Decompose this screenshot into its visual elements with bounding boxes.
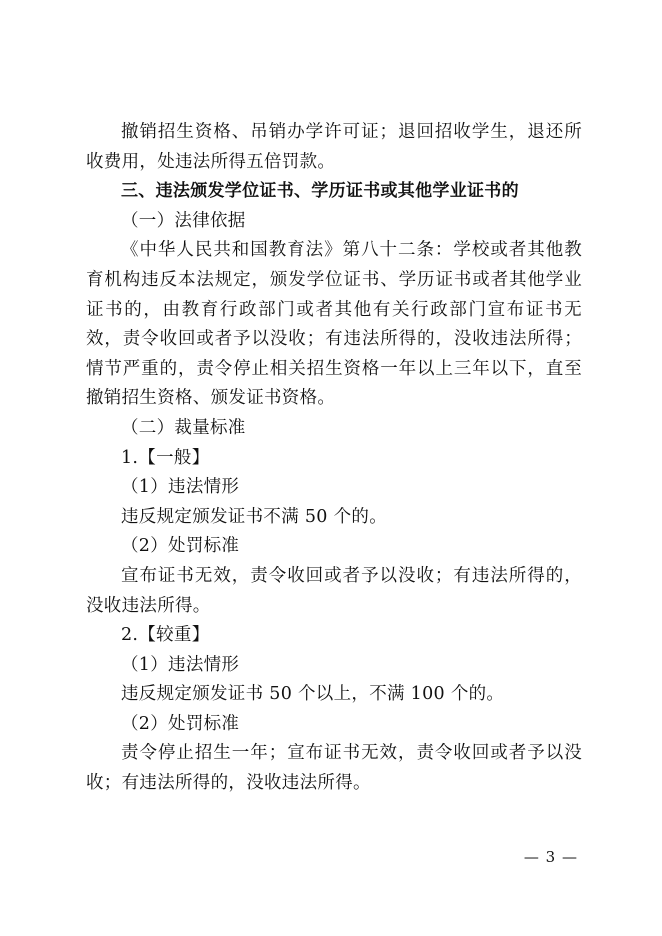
penalty-standard-label-2: （2）处罚标准 [121,713,240,734]
subheading-legal-basis: （一）法律依据 [121,210,246,231]
section-heading-3: 三、违法颁发学位证书、学历证书或其他学业证书的 [121,181,519,202]
violation-circumstance-label-1: （1）违法情形 [121,477,240,498]
violation-circumstance-label-2: （1）违法情形 [121,654,240,675]
paragraph-legal-text: 《中华人民共和国教育法》第八十二条：学校或者其他教育机构违反本法规定，颁发学位证书、学历证书或者其他学业证书的，由教育行政部门或者其他有关行政部门宣布证书无效，责令收回或者予以没收；有违法所得的，没收违法所得；情节严重的，责令停止相关招生资格一年以上三年以下，直至撤销招生资格、颁发证书资格。 [86,240,582,409]
level-serious-label: 2.【较重】 [121,625,210,646]
page-number: — 3 — [523,848,578,866]
document-body [86,118,582,799]
penalty-standard-label-1: （2）处罚标准 [121,536,240,557]
penalty-standard-text-2: 责令停止招生一年；宣布证书无效，责令收回或者予以没收；有违法所得的，没收违法所得。 [86,743,582,794]
subheading-discretion-standard: （二）裁量标准 [121,417,246,438]
paragraph-penalty-continuation: 撤销招生资格、吊销办学许可证；退回招收学生，退还所收费用，处违法所得五倍罚款。 [86,122,582,172]
level-general-label: 1.【一般】 [121,447,210,468]
violation-circumstance-text-2: 违反规定颁发证书 50 个以上，不满 100 个的。 [121,684,505,705]
violation-circumstance-text-1: 违反规定颁发证书不满 50 个的。 [121,506,387,527]
penalty-standard-text-1: 宣布证书无效，责令收回或者予以没收；有违法所得的，没收违法所得。 [86,565,582,616]
